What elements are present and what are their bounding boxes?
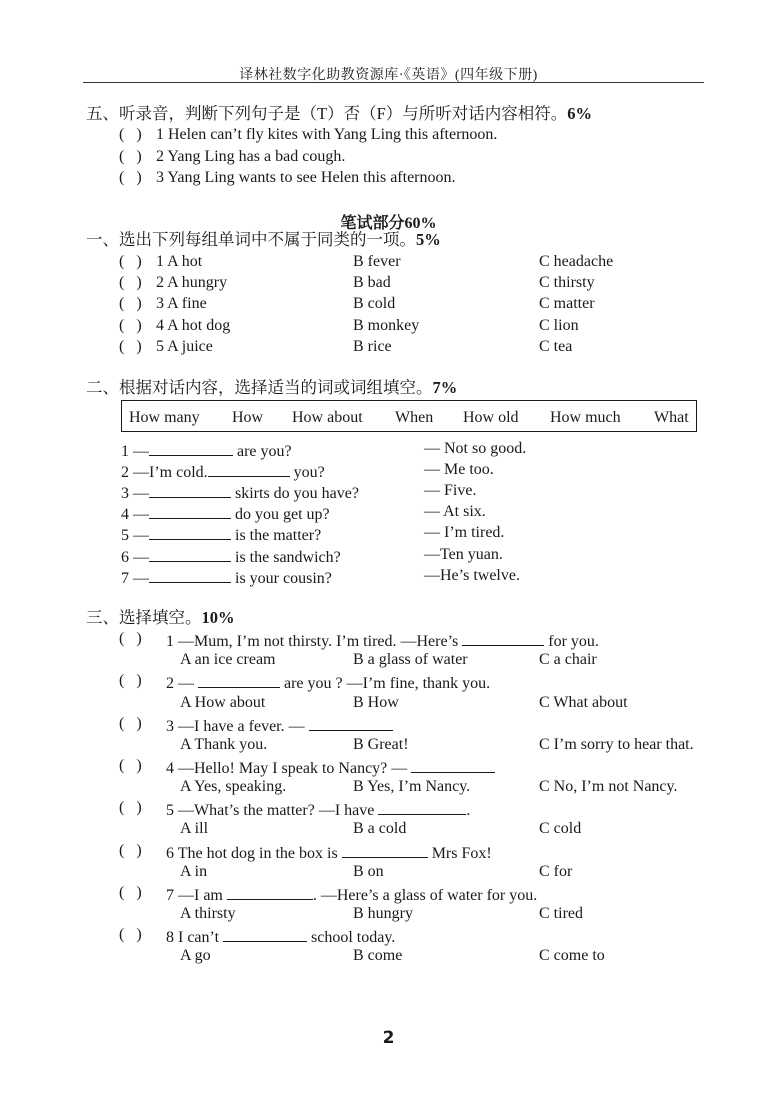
question-part2: . (466, 802, 471, 820)
question-part2: are you ? —I’m fine, thank you. (280, 675, 491, 693)
option-a: 4 A hot dog (156, 316, 231, 334)
header-rule (83, 82, 704, 83)
part3-answer[interactable]: ( ) (119, 714, 142, 732)
answer-blank[interactable] (198, 673, 280, 688)
listening-answer[interactable]: ( ) (119, 147, 142, 165)
option-a: 3 A fine (156, 295, 207, 313)
listening-title: 五、听录音，判断下列句子是（T）否（F）与所听对话内容相符。6% (86, 104, 593, 123)
part2-title: 二、根据对话内容，选择适当的词或词组填空。7% (86, 378, 458, 397)
option-c: C cold (539, 820, 582, 838)
part3-title: 三、选择填空。10% (86, 608, 235, 627)
question-text (166, 758, 495, 777)
option-c: C a chair (539, 651, 597, 669)
question-suffix: is your cousin? (231, 569, 332, 587)
question-part1: 7 —I am (166, 886, 223, 904)
option-b: B monkey (353, 316, 420, 334)
answer-blank[interactable] (208, 462, 290, 477)
answer-blank[interactable] (149, 483, 231, 498)
option-a: 2 A hungry (156, 274, 228, 292)
question-part1: 1 —Mum, I’m not thirsty. I’m tired. —Here’s (166, 633, 459, 650)
option-c: C lion (539, 316, 579, 334)
option-a: A Yes, speaking. (180, 778, 287, 796)
question-suffix: are you? (233, 443, 292, 460)
part3-answer[interactable]: ( ) (119, 841, 142, 859)
answer-blank[interactable] (378, 800, 466, 815)
question-text (166, 716, 393, 735)
dialogue-answer: — At six. (424, 503, 486, 521)
listening-item: 2 Yang Ling has a bad cough. (156, 147, 346, 165)
answer-blank[interactable] (462, 631, 544, 646)
option-b: B hungry (353, 905, 413, 922)
option-c: C matter (539, 295, 595, 313)
answer-blank[interactable] (309, 716, 393, 731)
answer-blank[interactable] (342, 843, 428, 858)
word-bank-option: How (232, 409, 264, 426)
answer-blank[interactable] (149, 504, 231, 519)
word-bank-option: How many (129, 409, 200, 426)
word-bank-option: How about (292, 409, 363, 426)
option-a: A an ice cream (180, 651, 276, 669)
dialogue-question (121, 483, 359, 502)
page-number: 2 (382, 1028, 395, 1048)
part1-answer[interactable]: ( ) (119, 253, 142, 270)
question-part1: 3 —I have a fever. — (166, 717, 305, 735)
option-a: A in (180, 862, 208, 880)
option-c: C come to (539, 947, 605, 965)
question-part2: Mrs Fox! (427, 844, 492, 862)
part3-answer[interactable]: ( ) (119, 756, 142, 774)
question-part1: 6 The hot dog in the box is (166, 844, 338, 862)
question-suffix: do you get up? (231, 506, 330, 524)
question-part1: 2 — (166, 675, 194, 693)
dialogue-question (121, 462, 325, 481)
part3-answer[interactable]: ( ) (119, 926, 142, 944)
part3-answer[interactable]: ( ) (119, 672, 142, 690)
option-c: C thirsty (539, 274, 595, 292)
answer-blank[interactable] (149, 568, 231, 583)
question-prefix: 5 — (121, 527, 149, 545)
listening-answer[interactable]: ( ) (119, 169, 142, 186)
listening-item: 3 Yang Ling wants to see Helen this afternoon. (156, 169, 456, 186)
option-c: C I’m sorry to hear that. (539, 735, 694, 753)
option-b: B on (353, 862, 384, 880)
dialogue-answer: —He’s twelve. (424, 566, 520, 584)
dialogue-answer: —Ten yuan. (424, 545, 503, 563)
option-b: B a cold (353, 820, 407, 838)
question-suffix: skirts do you have? (231, 485, 359, 503)
question-text (166, 800, 470, 819)
question-prefix: 6 — (121, 548, 149, 566)
part3-answer[interactable]: ( ) (119, 799, 142, 817)
part3-answer[interactable]: ( ) (119, 630, 142, 647)
dialogue-question (121, 525, 321, 544)
dialogue-question (121, 441, 292, 460)
option-a: A Thank you. (180, 735, 268, 753)
part1-answer[interactable]: ( ) (119, 274, 142, 292)
question-prefix: 7 — (121, 569, 149, 587)
answer-blank[interactable] (227, 885, 313, 900)
option-a: A go (180, 947, 211, 965)
option-b: B bad (353, 274, 391, 292)
option-c: C for (539, 862, 573, 880)
part1-answer[interactable]: ( ) (119, 295, 142, 313)
part3-answer[interactable]: ( ) (119, 883, 142, 901)
answer-blank[interactable] (149, 547, 231, 562)
dialogue-answer: — Me too. (424, 461, 494, 479)
option-a: A ill (180, 820, 209, 838)
option-c: C No, I’m not Nancy. (539, 778, 678, 796)
answer-blank[interactable] (149, 441, 233, 456)
dialogue-answer: — I’m tired. (424, 524, 505, 542)
question-prefix: 4 — (121, 506, 149, 524)
listening-item: 1 Helen can’t fly kites with Yang Ling this afternoon. (156, 126, 498, 143)
option-c: C headache (539, 253, 614, 270)
dialogue-question (121, 547, 341, 566)
question-prefix: 2 —I’m cold. (121, 464, 208, 482)
word-bank-option: When (395, 409, 434, 426)
question-text (166, 885, 537, 904)
question-suffix: you? (289, 464, 325, 482)
word-bank-option: How old (463, 409, 519, 426)
option-b: B come (353, 947, 403, 965)
question-text (166, 631, 599, 650)
option-a: A thirsty (180, 905, 236, 922)
dialogue-answer: — Not so good. (424, 440, 527, 457)
listening-answer[interactable]: ( ) (119, 126, 142, 143)
option-b: B a glass of water (353, 651, 468, 669)
option-a: A How about (180, 693, 266, 711)
question-text (166, 843, 492, 862)
option-b: B How (353, 693, 399, 711)
option-b: B Great! (353, 735, 409, 753)
question-prefix: 3 — (121, 485, 149, 503)
question-text (166, 927, 395, 946)
option-b: B cold (353, 295, 396, 313)
answer-blank[interactable] (149, 525, 231, 540)
dialogue-answer: — Five. (424, 482, 477, 500)
question-part2: school today. (307, 929, 396, 947)
question-part1: 4 —Hello! May I speak to Nancy? — (166, 759, 408, 777)
word-bank-option: How much (550, 409, 621, 426)
question-prefix: 1 — (121, 443, 149, 460)
option-a: 1 A hot (156, 253, 203, 270)
question-part2: . —Here’s a glass of water for you. (312, 886, 538, 904)
option-a: 5 A juice (156, 337, 213, 355)
question-text (166, 673, 490, 692)
page-header: 译林社数字化助教资源库·《英语》(四年级下册) (239, 68, 538, 83)
question-part1: 5 —What’s the matter? —I have (166, 802, 375, 820)
answer-blank[interactable] (411, 758, 495, 773)
option-b: B fever (353, 253, 401, 270)
question-suffix: is the sandwich? (231, 548, 341, 566)
answer-blank[interactable] (223, 927, 307, 942)
part1-answer[interactable]: ( ) (119, 316, 142, 334)
word-bank-option: What (654, 409, 689, 426)
dialogue-question (121, 504, 330, 523)
option-b: B Yes, I’m Nancy. (353, 778, 471, 796)
part1-title: 一、选出下列每组单词中不属于同类的一项。5% (86, 230, 441, 249)
question-suffix: is the matter? (231, 527, 322, 545)
question-part1: 8 I can’t (166, 929, 220, 947)
dialogue-question (121, 568, 332, 587)
option-c: C tea (539, 337, 573, 355)
question-part2: for you. (544, 633, 599, 650)
part1-answer[interactable]: ( ) (119, 337, 142, 355)
written-part-title: 笔试部分60% (340, 215, 437, 232)
option-c: C What about (539, 693, 628, 711)
option-c: C tired (539, 905, 583, 922)
option-b: B rice (353, 337, 392, 355)
